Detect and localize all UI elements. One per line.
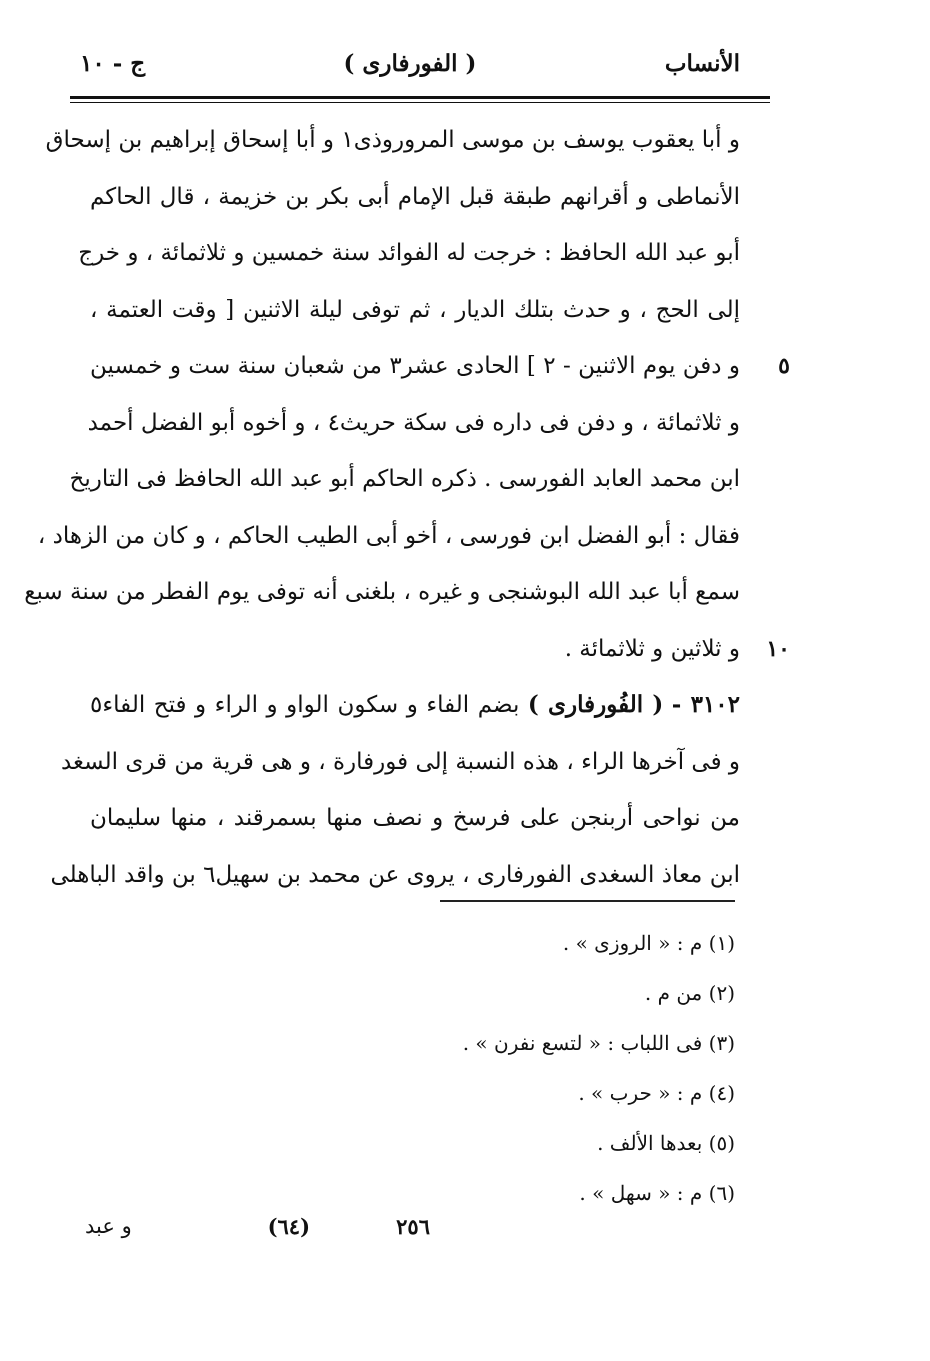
entry-heading: ( الفُورفارى ) bbox=[527, 691, 664, 718]
footnote-rule bbox=[440, 900, 735, 902]
header-entry-title: ( الفورفارى ) bbox=[343, 50, 477, 77]
footnote-1: (١) م : « الروزى » . bbox=[562, 931, 735, 955]
header-volume: ج - ١٠ bbox=[80, 50, 146, 77]
header-rule-thick bbox=[70, 96, 770, 99]
footnote-2: (٢) من م . bbox=[644, 981, 735, 1005]
text-line-content: و دفن يوم الاثنين - ٢ ] الحادى عشر٣ من شعبان سنة ست و خمسين bbox=[90, 353, 740, 379]
footnote-5: (٥) بعدها الألف . bbox=[597, 1131, 735, 1155]
header-book-title: الأنساب bbox=[664, 50, 740, 77]
text-line-content: و ثلاثين و ثلاثمائة . bbox=[564, 635, 740, 662]
footnote-3: (٣) فى اللباب : « لتسع نفرن » . bbox=[462, 1031, 735, 1055]
volume-reference: (٦٤) bbox=[267, 1214, 310, 1239]
text-line: و أبا يعقوب يوسف بن موسى المروروذى١ و أبا إسحاق إبراهيم بن إسحاق bbox=[45, 127, 740, 153]
catchword: و عبد bbox=[85, 1214, 132, 1238]
line-number-10: ١٠ bbox=[766, 635, 790, 662]
text-line: ابن معاذ السغدى الفورفارى ، يروى عن محمد بن سهيل٦ بن واقد الباهلى bbox=[50, 861, 740, 888]
text-line: إلى الحج ، و حدث بتلك الديار ، ثم توفى ليلة الاثنين [ وقت العتمة ، bbox=[90, 296, 740, 323]
text-line: فقال : أبو الفضل ابن فورسى ، أخو أبى الطيب الحاكم ، و كان من الزهاد ، bbox=[37, 522, 740, 549]
footnote-4: (٤) م : « حرب » . bbox=[578, 1081, 735, 1105]
footnote-6: (٦) م : « سهل » . bbox=[579, 1181, 735, 1205]
entry-number: ٣١٠٢ - bbox=[671, 691, 740, 718]
main-text bbox=[24, 112, 790, 903]
footer-catchword-wrap bbox=[85, 1214, 205, 1254]
line-number-5: ٥ bbox=[778, 353, 790, 379]
running-header bbox=[80, 44, 740, 88]
entry-first-line: بضم الفاء و سكون الواو و الراء و فتح الفاء٥ bbox=[90, 692, 520, 718]
header-rule-thin bbox=[70, 102, 770, 103]
text-line: الأنماطى و أقرانهم طبقة قبل الإمام أبى بكر بن خزيمة ، قال الحاكم bbox=[90, 183, 740, 210]
text-line: و فى آخرها الراء ، هذه النسبة إلى فورفارة ، و هى قرية من قرى السغد bbox=[60, 748, 740, 775]
text-line-5 bbox=[90, 338, 790, 395]
text-line: ابن محمد العابد الفورسى . ذكره الحاكم أبو عبد الله الحافظ فى التاريخ bbox=[69, 466, 740, 492]
text-line-10 bbox=[90, 621, 790, 678]
text-line: أبو عبد الله الحافظ : خرجت له الفوائد سنة خمسين و ثلاثمائة ، و خرج bbox=[78, 240, 740, 266]
footnotes bbox=[335, 918, 735, 1218]
page-number: ٢٥٦ bbox=[396, 1214, 430, 1239]
text-line: و ثلاثمائة ، و دفن فى داره فى سكة حريث٤ ، و أخوه أبو الفضل أحمد bbox=[87, 409, 740, 436]
text-line: سمع أبا عبد الله البوشنجى و غيره ، بلغنى أنه توفى يوم الفطر من سنة سبع bbox=[24, 579, 740, 605]
text-line: من نواحى أربنجن على فرسخ و نصف منها بسمرقند ، منها سليمان bbox=[90, 805, 740, 831]
entry-heading-line bbox=[90, 677, 740, 734]
